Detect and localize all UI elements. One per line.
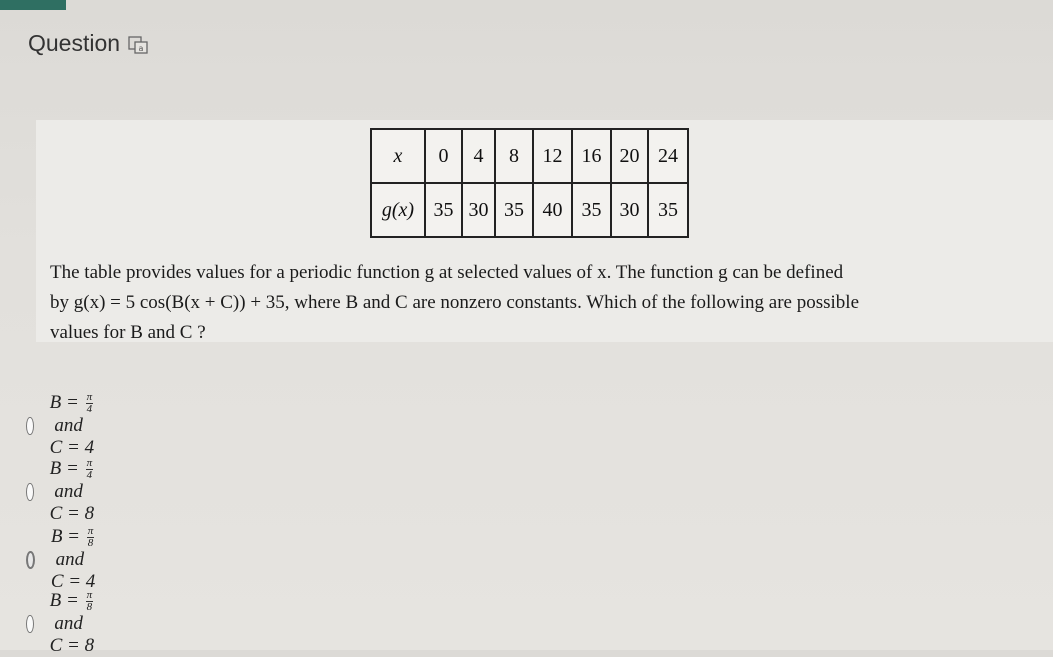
table-cell: 16 — [572, 129, 611, 183]
translate-icon[interactable] — [128, 34, 148, 54]
table-row-x — [371, 129, 688, 183]
fraction-denominator: 4 — [86, 469, 93, 482]
answer-choice-a[interactable] — [26, 392, 98, 459]
table-cell: 35 — [495, 183, 533, 237]
choice-c-value: C = 8 — [49, 635, 95, 657]
choice-text — [50, 458, 98, 525]
fraction-denominator: 4 — [86, 403, 93, 416]
radio-button-selected[interactable] — [26, 551, 35, 569]
choice-text — [50, 590, 98, 657]
choice-c-value: C = 4 — [49, 437, 95, 459]
answer-choice-b[interactable] — [26, 458, 98, 525]
question-header — [28, 30, 148, 57]
answer-choice-d[interactable] — [26, 590, 98, 657]
choice-b-label: B = — [49, 590, 79, 611]
choice-and: and — [55, 549, 85, 571]
fraction — [86, 392, 94, 415]
table-row-g — [371, 183, 688, 237]
table-cell: 30 — [462, 183, 495, 237]
fraction-denominator: 8 — [86, 601, 93, 614]
table-header-x: x — [371, 129, 425, 183]
prompt-line: by g(x) = 5 cos(B(x + C)) + 35, where B and C are nonzero constants. Which of the following are possible — [50, 292, 860, 313]
fraction — [86, 458, 94, 481]
values-table — [370, 128, 689, 238]
choice-and: and — [54, 415, 83, 437]
fraction-numerator: π — [86, 391, 93, 404]
fraction-numerator: π — [86, 589, 93, 602]
fraction-numerator: π — [87, 525, 94, 538]
accent-bar — [0, 0, 66, 10]
table-cell: 35 — [648, 183, 688, 237]
radio-button[interactable] — [26, 483, 34, 501]
table-cell: 20 — [611, 129, 648, 183]
table-cell: 40 — [533, 183, 572, 237]
choice-c-value: C = 8 — [49, 503, 95, 525]
choice-and: and — [54, 613, 83, 635]
table-cell: 12 — [533, 129, 572, 183]
table-cell: 35 — [425, 183, 462, 237]
answer-choice-c[interactable] — [26, 526, 98, 593]
question-prompt — [50, 258, 1040, 348]
fraction-numerator: π — [86, 457, 93, 470]
table-cell: 24 — [648, 129, 688, 183]
table-cell: 35 — [572, 183, 611, 237]
radio-button[interactable] — [26, 417, 34, 435]
choice-and: and — [54, 481, 83, 503]
prompt-line: The table provides values for a periodic function g at selected values of x. The function g can be defined — [50, 262, 844, 283]
radio-button[interactable] — [26, 615, 34, 633]
fraction — [86, 590, 94, 613]
svg-text:a: a — [138, 43, 144, 53]
table-cell: 4 — [462, 129, 495, 183]
table-cell: 0 — [425, 129, 462, 183]
fraction — [87, 526, 95, 549]
choice-b-label: B = — [49, 392, 79, 413]
choice-b-label: B = — [50, 526, 80, 547]
table-cell: 30 — [611, 183, 648, 237]
table-header-g: g(x) — [371, 183, 425, 237]
choice-text — [51, 526, 98, 593]
prompt-line: values for B and C ? — [50, 322, 206, 343]
choice-c-value: C = 4 — [50, 571, 96, 593]
choice-text — [50, 392, 98, 459]
table-cell: 8 — [495, 129, 533, 183]
choice-b-label: B = — [49, 458, 79, 479]
fraction-denominator: 8 — [87, 537, 94, 550]
question-title: Question — [28, 30, 121, 56]
